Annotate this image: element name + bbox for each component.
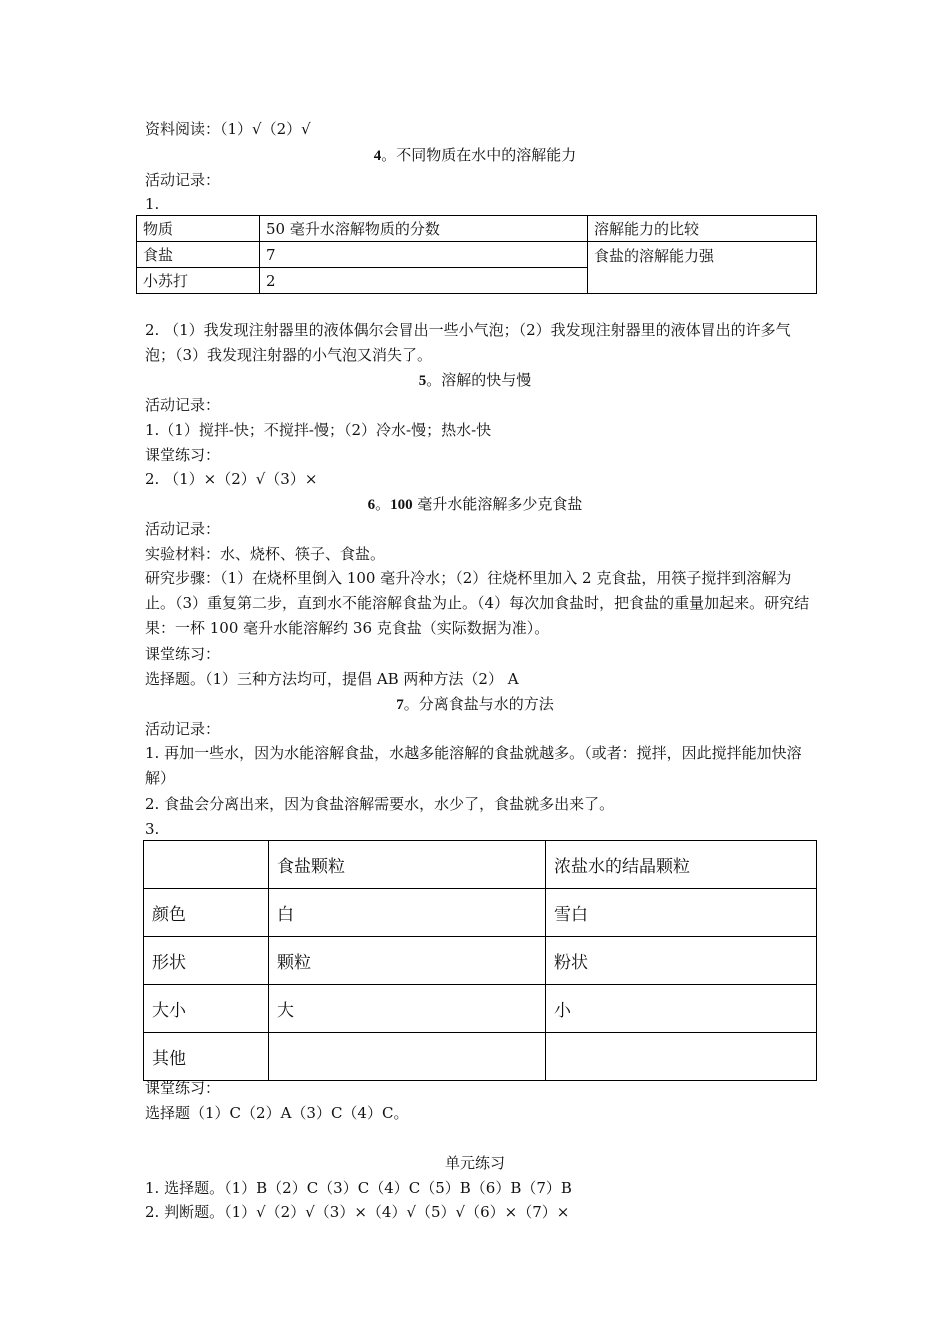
section-6-heading xyxy=(0,494,950,515)
table-cell: 小苏打 xyxy=(137,268,260,294)
item-label: 1. xyxy=(145,195,160,213)
item-paragraph: 1. 再加一些水，因为水能溶解食盐，水越多能溶解的食盐就越多。（或者：搅拌，因此搅拌能加快溶解） xyxy=(145,744,802,787)
section-6-title: 。 xyxy=(375,495,391,513)
table-row xyxy=(144,1033,817,1081)
choice-answer: 选择题（1）C（2）A（3）C（4）C。 xyxy=(145,1104,409,1122)
unit-practice-heading: 单元练习 xyxy=(444,1154,505,1172)
table-cell xyxy=(269,1033,546,1081)
table-cell: 形状 xyxy=(144,937,269,985)
table-header-cell xyxy=(144,841,269,889)
table-header-cell: 浓盐水的结晶颗粒 xyxy=(546,841,817,889)
table-header-cell: 50 毫升水溶解物质的分数 xyxy=(260,216,588,242)
reading-answer: 资料阅读：（1）√（2）√ xyxy=(145,120,311,138)
item-paragraph: 2. （1）我发现注射器里的液体偶尔会冒出一些小气泡；（2）我发现注射器里的液体冒出的许多气泡；（3）我发现注射器的小气泡又消失了。 xyxy=(145,321,791,364)
section-4-number: 4 xyxy=(373,148,382,164)
unit-judgement-answers: 2. 判断题。（1）√（2）√（3）×（4）√（5）√（6）×（7）× xyxy=(145,1203,570,1221)
table-cell: 白 xyxy=(269,889,546,937)
steps-paragraph: 研究步骤：（1）在烧杯里倒入 100 毫升冷水；（2）往烧杯里加入 2 克食盐，用筷子搅拌到溶解为止。（3）重复第二步，直到水不能溶解食盐为止。（4）每次加食盐时，把食盐的重量加起来。研究结果：一杯 100 毫升水能溶解约 36 克食盐（实际数据为准）。 xyxy=(145,569,810,637)
section-5-heading xyxy=(0,370,950,391)
section-7-number: 7 xyxy=(396,697,404,713)
table-row xyxy=(144,985,817,1033)
table-cell: 颗粒 xyxy=(269,937,546,985)
solubility-table xyxy=(136,215,817,294)
table-cell: 大小 xyxy=(144,985,269,1033)
section-6-number: 6 xyxy=(367,497,376,513)
section-4-title: 。不同物质在水中的溶解能力 xyxy=(381,146,577,164)
table-cell: 颜色 xyxy=(144,889,269,937)
table-cell: 2 xyxy=(260,268,588,294)
table-header-cell: 食盐颗粒 xyxy=(269,841,546,889)
activity-record-label: 活动记录： xyxy=(145,720,221,738)
table-header-row xyxy=(137,216,817,242)
table-header-cell: 溶解能力的比较 xyxy=(588,216,817,242)
activity-record-label: 活动记录： xyxy=(145,520,221,538)
crystal-comparison-table xyxy=(143,840,817,1081)
table-cell: 小 xyxy=(546,985,817,1033)
item-paragraph: 1.（1）搅拌-快；不搅拌-慢；（2）冷水-慢；热水-快 xyxy=(145,421,492,439)
item-paragraph: 2. 食盐会分离出来，因为食盐溶解需要水，水少了，食盐就多出来了。 xyxy=(145,795,615,813)
section-7-heading xyxy=(0,694,950,715)
section-6-title-number: 100 xyxy=(390,497,413,513)
table-cell: 粉状 xyxy=(546,937,817,985)
section-6-title-rest: 毫升水能溶解多少克食盐 xyxy=(412,495,583,513)
activity-record-label: 活动记录： xyxy=(145,396,221,414)
section-5-number: 5 xyxy=(418,373,427,389)
activity-record-label: 活动记录： xyxy=(145,171,221,189)
table-cell: 食盐 xyxy=(137,242,260,268)
table-cell: 雪白 xyxy=(546,889,817,937)
table-cell xyxy=(546,1033,817,1081)
section-4-heading xyxy=(0,145,950,166)
table-header-cell: 物质 xyxy=(137,216,260,242)
table-cell: 7 xyxy=(260,242,588,268)
section-5-title: 。溶解的快与慢 xyxy=(426,371,532,389)
table-row xyxy=(144,937,817,985)
practice-label: 课堂练习： xyxy=(145,446,221,464)
materials-line: 实验材料：水、烧杯、筷子、食盐。 xyxy=(145,545,386,563)
practice-label: 课堂练习： xyxy=(145,645,221,663)
choice-answer: 选择题。（1）三种方法均可，提倡 AB 两种方法（2） A xyxy=(145,670,519,688)
table-row xyxy=(137,242,817,268)
table-cell: 其他 xyxy=(144,1033,269,1081)
comparison-cell: 食盐的溶解能力强 xyxy=(588,242,817,294)
table-cell: 大 xyxy=(269,985,546,1033)
table-header-row xyxy=(144,841,817,889)
item-label: 3. xyxy=(145,820,160,838)
practice-label: 课堂练习： xyxy=(145,1079,221,1097)
item-paragraph: 2. （1）×（2）√（3）× xyxy=(145,470,318,488)
section-7-title: 。分离食盐与水的方法 xyxy=(403,695,554,713)
unit-choice-answers: 1. 选择题。（1）B（2）C（3）C（4）C（5）B（6）B（7）B xyxy=(145,1179,572,1197)
table-row xyxy=(144,889,817,937)
